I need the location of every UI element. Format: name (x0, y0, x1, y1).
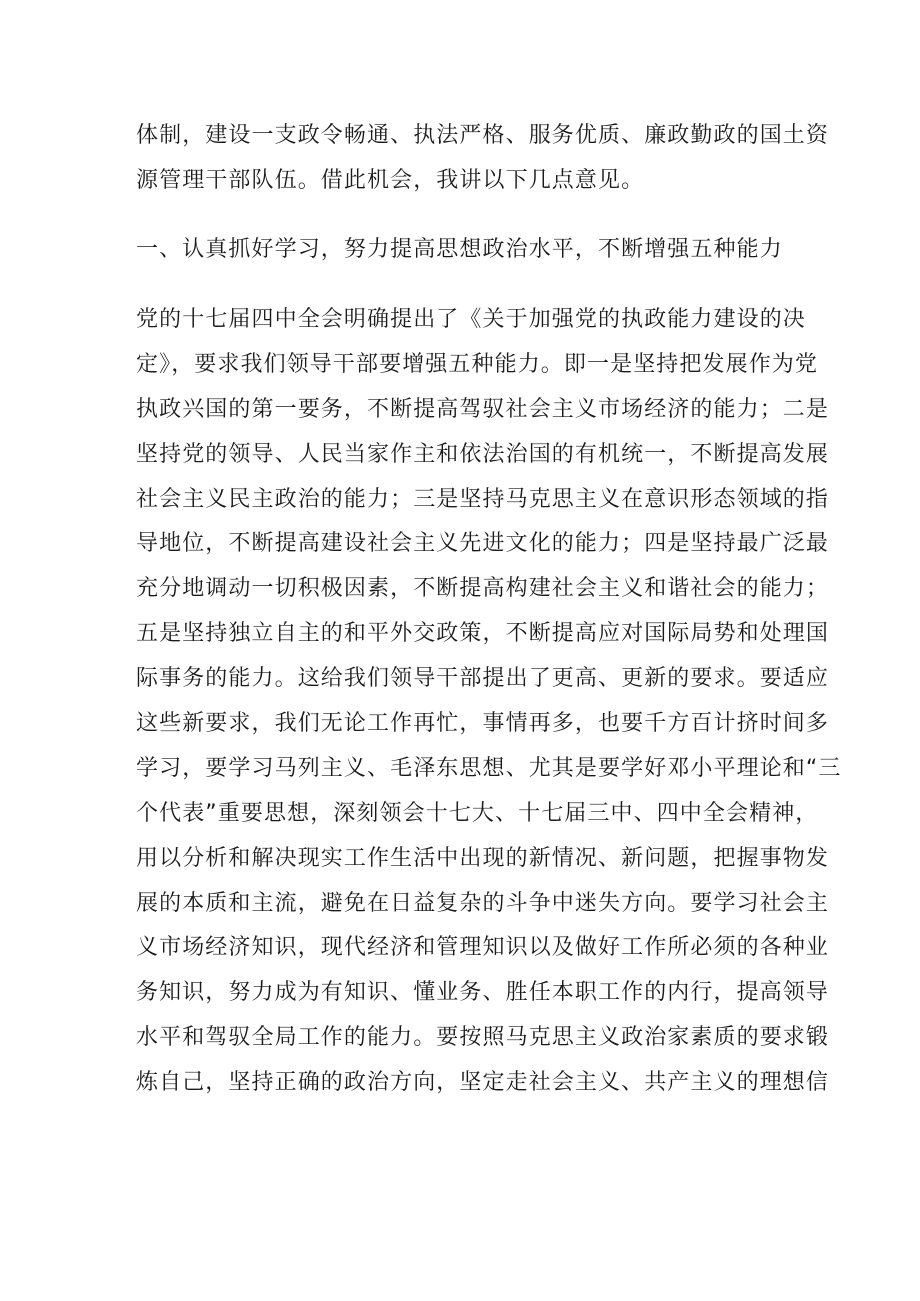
text-line: 坚持党的领导、人民当家作主和依法治国的有机统一，不断提高发展 (136, 441, 830, 467)
section-heading (136, 228, 800, 273)
text-line: 义市场经济知识，现代经济和管理知识以及做好工作所必须的各种业 (136, 935, 830, 961)
text-line: 水平和驾驭全局工作的能力。要按照马克思主义政治家素质的要求锻 (136, 1025, 830, 1051)
text-line: 源管理干部队伍。借此机会，我讲以下几点意见。 (136, 167, 645, 193)
text-line: 五是坚持独立自主的和平外交政策，不断提高应对国际局势和处理国 (136, 621, 830, 647)
section-heading-text: 一、认真抓好学习，努力提高思想政治水平，不断增强五种能力 (136, 237, 783, 262)
text-line: 社会主义民主政治的能力；三是坚持马克思主义在意识形态领域的指 (136, 486, 830, 512)
intro-paragraph (136, 114, 830, 204)
text-line: 际事务的能力。这给我们领导干部提出了更高、更新的要求。要适应 (136, 666, 830, 692)
body-paragraph (136, 298, 842, 1106)
text-line: 这些新要求，我们无论工作再忙，事情再多，也要千方百计挤时间多 (136, 711, 830, 737)
text-line: 用以分析和解决现实工作生活中出现的新情况、新问题，把握事物发 (136, 845, 830, 871)
text-line: 导地位，不断提高建设社会主义先进文化的能力；四是坚持最广泛最 (136, 531, 830, 557)
text-line: 学习，要学习马列主义、毛泽东思想、尤其是要学好邓小平理论和“三 (136, 755, 842, 781)
text-line: 务知识，努力成为有知识、懂业务、胜任本职工作的内行，提高领导 (136, 980, 830, 1006)
text-line: 展的本质和主流，避免在日益复杂的斗争中迷失方向。要学习社会主 (136, 890, 830, 916)
text-line: 炼自己，坚持正确的政治方向，坚定走社会主义、共产主义的理想信 (136, 1070, 830, 1096)
text-line: 执政兴国的第一要务，不断提高驾驭社会主义市场经济的能力；二是 (136, 396, 830, 422)
text-line: 定》，要求我们领导干部要增强五种能力。即一是坚持把发展作为党 (136, 351, 819, 377)
text-line: 个代表”重要思想，深刻领会十七大、十七届三中、四中全会精神， (136, 800, 819, 826)
text-line: 体制，建设一支政令畅通、执法严格、服务优质、廉政勤政的国土资 (136, 123, 830, 148)
text-line: 充分地调动一切积极因素，不断提高构建社会主义和谐社会的能力； (136, 576, 830, 602)
text-line: 党的十七届四中全会明确提出了《关于加强党的执政能力建设的决 (136, 307, 806, 332)
